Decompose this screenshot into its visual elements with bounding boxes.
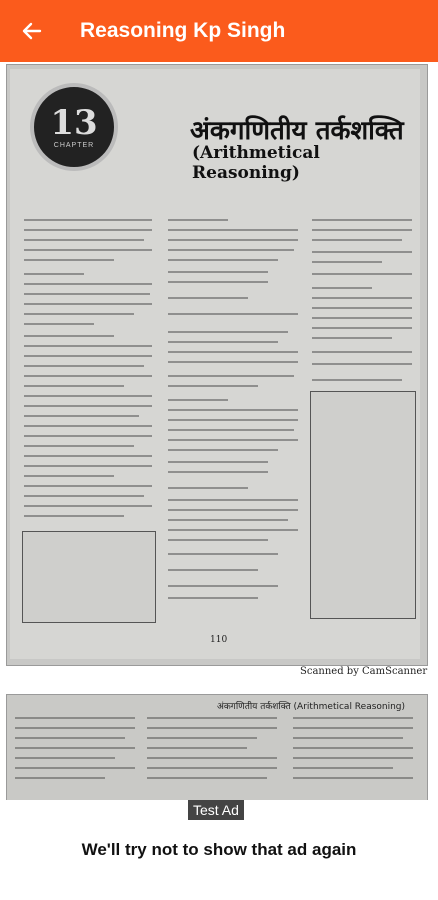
page-number: 110 <box>210 635 228 645</box>
back-button[interactable] <box>20 19 44 43</box>
ad-feedback-message: We'll try not to show that ad again <box>81 840 357 859</box>
test-ad-label: Test Ad <box>188 800 244 820</box>
chapter-label: CHAPTER <box>53 141 95 149</box>
trick-box <box>22 531 156 623</box>
trick-box <box>310 391 416 619</box>
scanned-by-watermark: Scanned by CamScanner <box>300 666 428 677</box>
scanned-page <box>6 64 428 666</box>
document-viewer[interactable] <box>0 62 438 800</box>
ad-banner[interactable] <box>0 800 438 900</box>
chapter-title-english: (Arithmetical Reasoning) <box>192 143 320 183</box>
arrow-left-icon <box>22 21 42 41</box>
chapter-title-hindi: अंकगणितीय तर्कशक्ति <box>190 116 404 146</box>
chapter-badge <box>30 83 118 171</box>
running-header: अंकगणितीय तर्कशक्ति (Arithmetical Reasoning) <box>217 702 406 712</box>
scanned-page-next <box>6 694 428 800</box>
chapter-number: 13 <box>50 102 98 143</box>
page-paper <box>10 69 420 659</box>
app-bar <box>0 0 438 62</box>
app-title: Reasoning Kp Singh <box>80 19 286 42</box>
